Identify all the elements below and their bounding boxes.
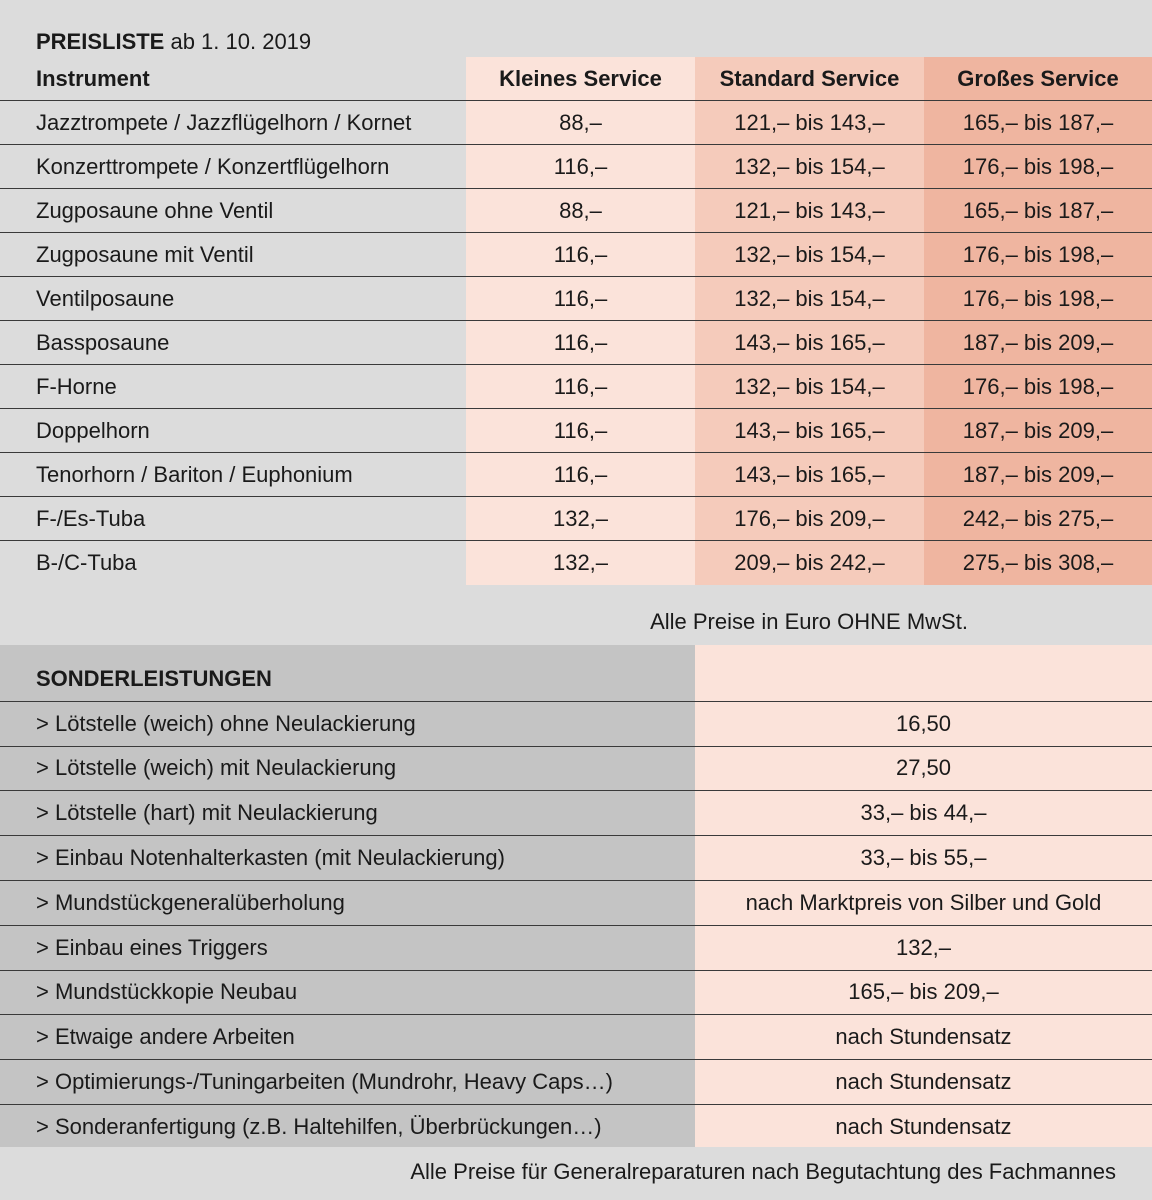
sonder-row [0,836,1152,881]
sonder-row [0,702,1152,747]
sonder-item-name: > Lötstelle (hart) mit Neulackierung [36,800,378,826]
instrument-name: Jazztrompete / Jazzflügelhorn / Kornet [36,109,412,135]
standard-price: 132,– bis 154,– [695,277,924,320]
table-row [0,189,1152,233]
instrument-name: Tenorhorn / Bariton / Euphonium [36,461,353,487]
table-row [0,145,1152,189]
kleines-price: 116,– [466,453,695,496]
grosses-price: 242,– bis 275,– [924,497,1152,540]
sonder-item-price: nach Stundensatz [835,1114,1012,1140]
standard-price: 143,– bis 165,– [695,409,924,452]
kleines-price: 132,– [466,541,695,585]
kleines-price: 116,– [466,145,695,188]
sonder-header-blank [695,657,1152,701]
standard-price: 143,– bis 165,– [695,453,924,496]
grosses-price: 176,– bis 198,– [924,233,1152,276]
title-date: ab 1. 10. 2019 [164,29,312,54]
instrument-name: Ventilposaune [36,285,175,311]
grosses-price: 176,– bis 198,– [924,145,1152,188]
instrument-name: Zugposaune ohne Ventil [36,197,274,223]
sonder-table [0,657,1152,1150]
title-bold: PREISLISTE [36,29,165,54]
instrument-name: Doppelhorn [36,417,150,443]
sonder-item-price: 16,50 [895,710,952,736]
table-row [0,541,1152,585]
sonder-item-name: > Sonderanfertigung (z.B. Haltehilfen, Überbrückungen…) [36,1114,602,1140]
sonder-item-price: 27,50 [895,755,952,781]
sonder-item-name: > Etwaige andere Arbeiten [36,1024,295,1050]
sonder-row [0,1060,1152,1105]
sonder-item-price: nach Stundensatz [835,1069,1012,1095]
table-row [0,453,1152,497]
standard-price: 143,– bis 165,– [695,321,924,364]
table-row [0,277,1152,321]
standard-price: 209,– bis 242,– [695,541,924,585]
sonder-row [0,971,1152,1016]
table-row [0,497,1152,541]
grosses-price: 176,– bis 198,– [924,277,1152,320]
sonder-item-name: > Optimierungs-/Tuningarbeiten (Mundrohr, Heavy Caps…) [36,1069,613,1095]
kleines-price: 116,– [466,409,695,452]
header-kleines-service: Kleines Service [466,57,695,100]
standard-price: 132,– bis 154,– [695,233,924,276]
kleines-price: 88,– [466,101,695,144]
sonder-header: SONDERLEISTUNGEN [36,665,272,691]
grosses-price: 275,– bis 308,– [924,541,1152,585]
kleines-price: 132,– [466,497,695,540]
table-row [0,101,1152,145]
sonder-item-name: > Mundstückgeneralüberholung [36,889,345,915]
header-standard-service: Standard Service [695,57,924,100]
price-table [0,57,1152,585]
grosses-price: 176,– bis 198,– [924,365,1152,408]
grosses-price: 187,– bis 209,– [924,453,1152,496]
sonder-row [0,747,1152,792]
sonder-item-name: > Mundstückkopie Neubau [36,979,298,1005]
sonder-item-name: > Einbau eines Triggers [36,934,268,960]
instrument-name: B-/C-Tuba [36,550,137,575]
sonder-item-name: > Lötstelle (weich) ohne Neulackierung [36,710,416,736]
grosses-price: 187,– bis 209,– [924,409,1152,452]
sonder-item-price: 132,– [895,934,952,960]
instrument-name: Zugposaune mit Ventil [36,241,254,267]
table-row [0,365,1152,409]
sonder-item-price: nach Stundensatz [835,1024,1012,1050]
kleines-price: 116,– [466,277,695,320]
page-title [36,28,311,56]
standard-price: 132,– bis 154,– [695,365,924,408]
instrument-name: Bassposaune [36,329,170,355]
sonder-row [0,926,1152,971]
kleines-price: 88,– [466,189,695,232]
header-instrument: Instrument [0,57,466,100]
instrument-name: Konzerttrompete / Konzertflügelhorn [36,153,390,179]
standard-price: 121,– bis 143,– [695,101,924,144]
standard-price: 132,– bis 154,– [695,145,924,188]
sonder-header-row [0,657,1152,702]
table-row [0,233,1152,277]
sonder-row [0,881,1152,926]
sonder-item-price: 165,– bis 209,– [848,979,999,1005]
grosses-price: 165,– bis 187,– [924,101,1152,144]
sonder-item-name: > Lötstelle (weich) mit Neulackierung [36,755,397,781]
sonder-row [0,1015,1152,1060]
table-header-row [0,57,1152,101]
instrument-name: F-Horne [36,373,117,399]
sonder-row [0,1105,1152,1150]
standard-price: 176,– bis 209,– [695,497,924,540]
table-row [0,409,1152,453]
sonder-note: Alle Preise für Generalreparaturen nach Begutachtung des Fachmannes [410,1159,1116,1184]
kleines-price: 116,– [466,233,695,276]
grosses-price: 187,– bis 209,– [924,321,1152,364]
sonder-row [0,791,1152,836]
table-row [0,321,1152,365]
sonder-item-price: 33,– bis 55,– [860,845,987,871]
sonder-item-name: > Einbau Notenhalterkasten (mit Neulackierung) [36,845,505,871]
instrument-name: F-/Es-Tuba [36,505,146,531]
kleines-price: 116,– [466,321,695,364]
header-grosses-service: Großes Service [924,57,1152,100]
price-note: Alle Preise in Euro OHNE MwSt. [650,609,968,634]
sonder-item-price: nach Marktpreis von Silber und Gold [745,889,1102,915]
grosses-price: 165,– bis 187,– [924,189,1152,232]
sonder-item-price: 33,– bis 44,– [860,800,987,826]
standard-price: 121,– bis 143,– [695,189,924,232]
kleines-price: 116,– [466,365,695,408]
